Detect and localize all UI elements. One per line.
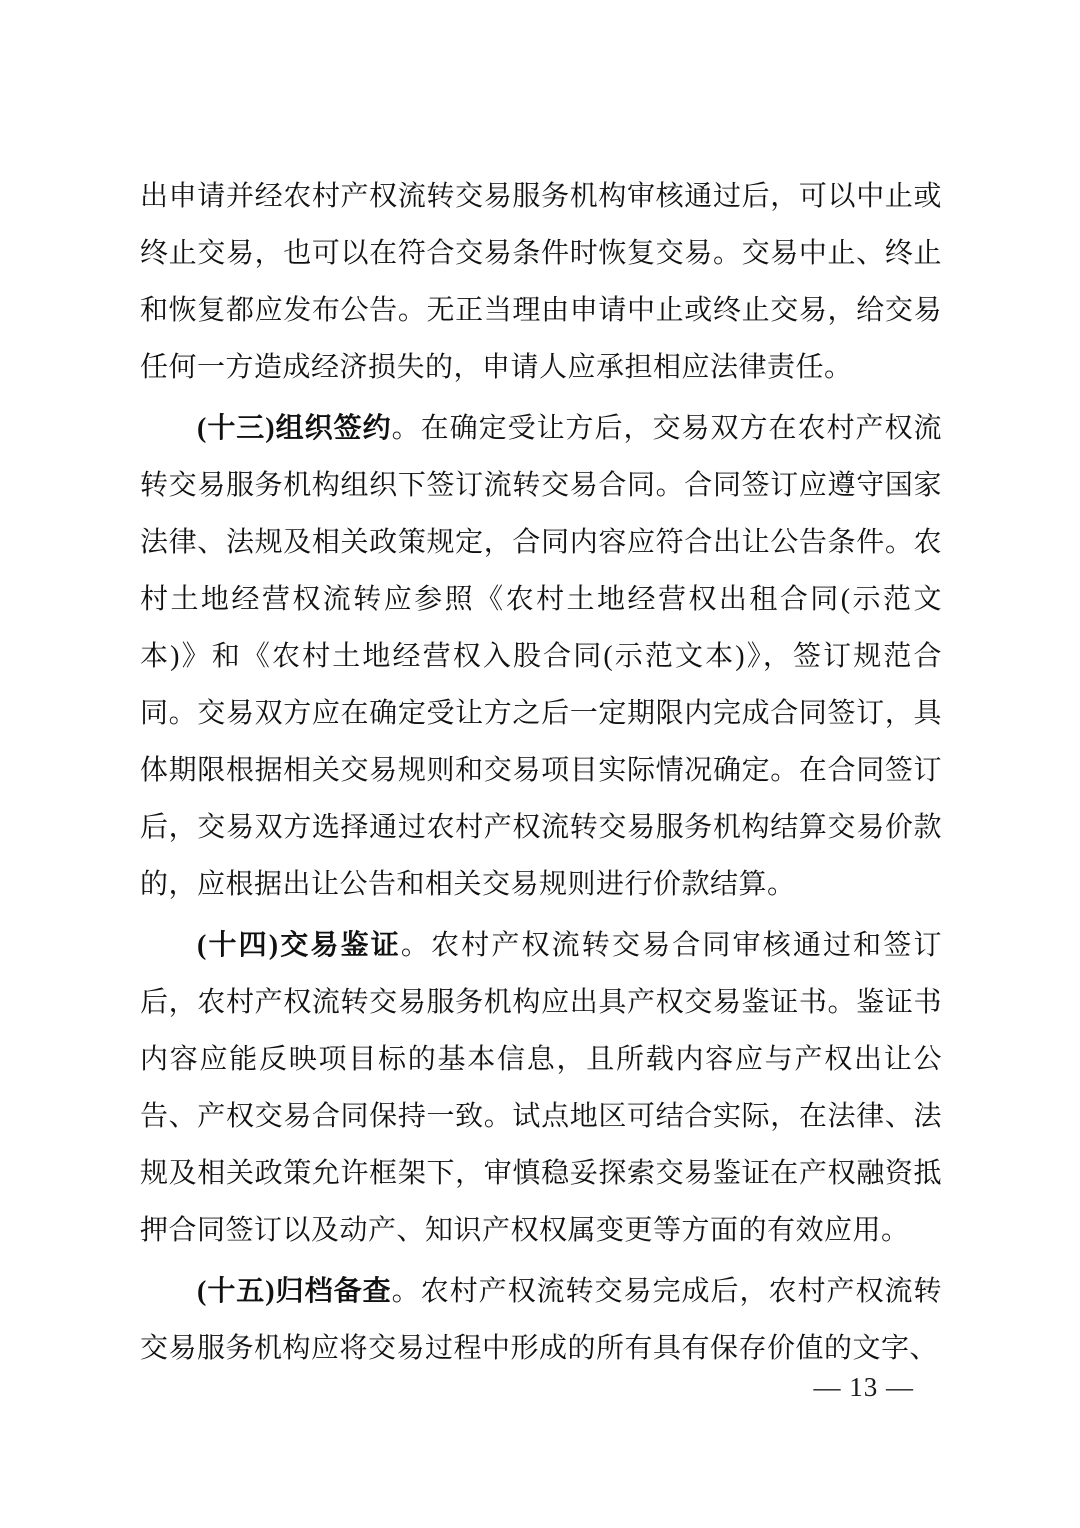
paragraph-section-14 — [140, 917, 942, 1259]
paragraph-text: 农村产权流转交易完成后，农村产权流转交易服务机构应将交易过程中形成的所有具有保存价值的文字、 — [140, 1276, 942, 1364]
paragraph-section-13 — [140, 400, 942, 913]
paragraph-section-15 — [140, 1263, 942, 1377]
document-body — [140, 168, 942, 1377]
section-heading-separator: 。 — [391, 413, 421, 444]
paragraph-text: 在确定受让方后，交易双方在农村产权流转交易服务机构组织下签订流转交易合同。合同签订应遵守国家法律、法规及相关政策规定，合同内容应符合出让公告条件。农村土地经营权流转应参照《农村土地经营权出租合同(示范文本)》和《农村土地经营权入股合同(示范文本)》，签订规范合同。交易双方应在确定受让方之后一定期限内完成合同签订，具体期限根据相关交易规则和交易项目实际情况确定。在合同签订后，交易双方选择通过农村产权流转交易服务机构结算交易价款的，应根据出让公告和相关交易规则进行价款结算。 — [140, 413, 942, 900]
section-heading: (十五)归档备查 — [197, 1276, 392, 1307]
paragraph-text: 农村产权流转交易合同审核通过和签订后，农村产权流转交易服务机构应出具产权交易鉴证书。鉴证书内容应能反映项目标的基本信息，且所载内容应与产权出让公告、产权交易合同保持一致。试点地区可结合实际，在法律、法规及相关政策允许框架下，审慎稳妥探索交易鉴证在产权融资抵押合同签订以及动产、知识产权权属变更等方面的有效应用。 — [140, 930, 942, 1246]
page-number: — 13 — — [813, 1372, 914, 1402]
paragraph-text: 出申请并经农村产权流转交易服务机构审核通过后，可以中止或终止交易，也可以在符合交易条件时恢复交易。交易中止、终止和恢复都应发布公告。无正当理由申请中止或终止交易，给交易任何一方造成经济损失的，申请人应承担相应法律责任。 — [140, 181, 942, 383]
paragraph-continuation — [140, 168, 942, 396]
section-heading-separator: 。 — [400, 930, 432, 961]
section-heading-separator: 。 — [391, 1276, 421, 1307]
section-heading: (十四)交易鉴证 — [197, 930, 401, 961]
section-heading: (十三)组织签约 — [197, 413, 392, 444]
